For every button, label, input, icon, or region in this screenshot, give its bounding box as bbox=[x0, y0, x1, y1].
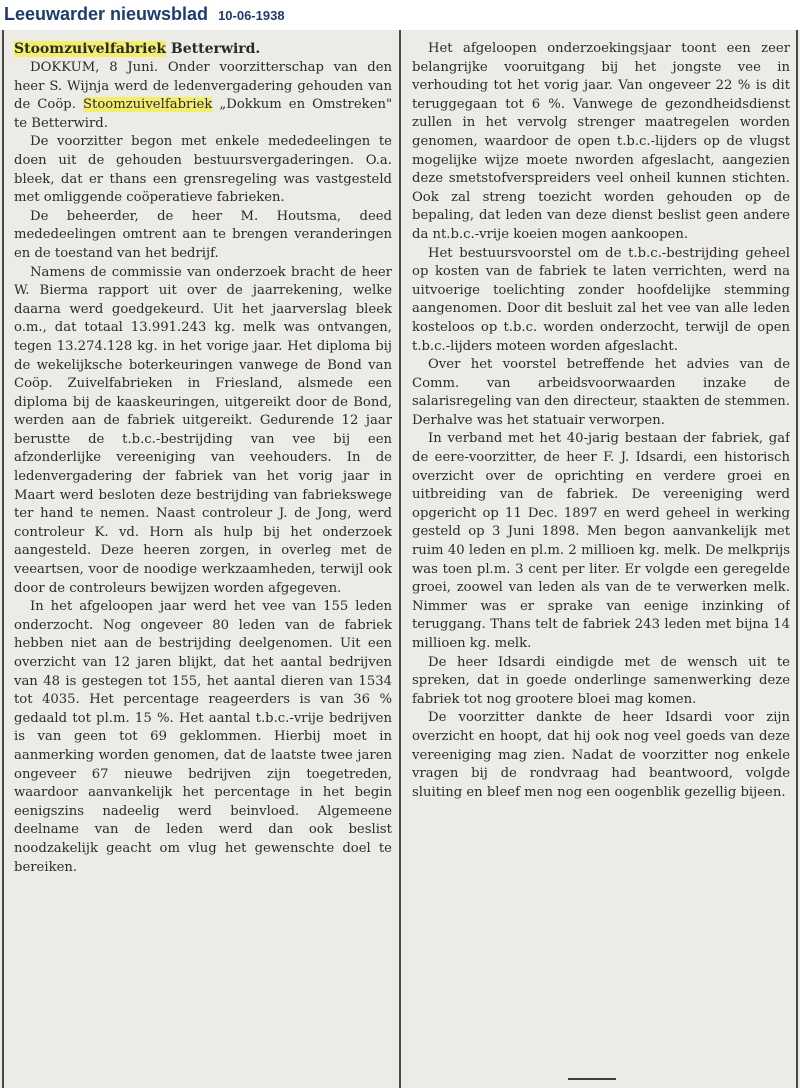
publication-date: 10-06-1938 bbox=[218, 8, 285, 23]
headline-rest: Betterwird. bbox=[166, 41, 261, 57]
masthead bbox=[4, 4, 285, 28]
left-column-rule bbox=[2, 30, 4, 1088]
center-column-rule bbox=[399, 30, 401, 1088]
paragraph: Het bestuursvoorstel om de t.b.c.-bestrijding geheel op kosten van de fabriek te laten verrichten, werd na uitvoerige toelichting zonder hoofdelijke stemming aangenomen. Door dit besluit zal het vee van alle leden kosteloos op t.b.c. worden onderzocht, terwijl de open t.b.c.-lijders moteen worden afgeslacht. bbox=[412, 245, 790, 354]
paragraph bbox=[14, 59, 392, 133]
article-end-rule bbox=[568, 1078, 616, 1080]
paragraph: Het afgeloopen onderzoekingsjaar toont een zeer belangrijke vooruitgang bij het jongste vee in verhouding tot het vorig jaar. Van ongeveer 22 % is dit teruggegaan tot 6 %. Vanwege de gezondheidsdienst zullen in het vervolg strenger maatregelen worden genomen, waardoor de open t.b.c.-lijders op de vlugst mogelijke wijze moete nworden afgeslacht, aangezien deze smetstofverspreiders veel onheil kunnen stichten. Ook zal streng toezicht worden gehouden op de bepaling, dat leden van deze dienst beslist geen andere da nt.b.c.-vrije koeien mogen aankoopen. bbox=[412, 41, 790, 242]
article-column-left bbox=[14, 40, 392, 877]
paragraph-text: DOKKUM, 8 Juni. Onder voorzitterschap van den heer S. Wijnja werd de ledenvergadering gehouden van de Coöp. bbox=[14, 60, 392, 113]
newspaper-title: Leeuwarder nieuwsblad bbox=[4, 4, 209, 24]
paragraph: De heer Idsardi eindigde met de wensch uit te spreken, dat in goede onderlinge samenwerking deze fabriek tot nog grootere bloei mag komen. bbox=[412, 654, 790, 707]
paragraph: Namens de commissie van onderzoek bracht de heer W. Bierma rapport uit over de jaarrekening, welke daarna werd goedgekeurd. Uit het jaarverslag bleek o.m., dat totaal 13.991.243 kg. melk was ontvangen, tegen 13.274.128 kg. in het vorige jaar. Het diploma bij de wekelijksche boterkeuringen vanwege de Bond van Coöp. Zuivelfabrieken in Friesland, alsmede een diploma bij de kaaskeuringen, uitgereikt door de Bond, werden aan de fabriek uitgereikt. Gedurende 12 jaar berustte de t.b.c.-bestrijding van vee bij een afzonderlijke vereeniging van veehouders. In de ledenvergadering der fabriek van het vorig jaar in Maart werd besloten deze bestrijding van fabriekswege ter hand te nemen. Naast controleur J. de Jong, werd controleur K. vd. Horn als hulp bij het onderzoek aangesteld. Deze heeren zorgen, in overleg met de veeartsen, voor de noodige werkzaamheden, terwijl ook door de controleurs bewijzen worden afgegeven. bbox=[14, 264, 392, 596]
search-highlight: Stoomzuivelfabriek bbox=[82, 97, 213, 113]
paragraph-text: „Dokkum en Omstreken" te Betterwird. bbox=[14, 97, 392, 131]
newspaper-clipping bbox=[0, 30, 800, 1088]
article-column-right bbox=[412, 40, 790, 802]
paragraph: In het afgeloopen jaar werd het vee van 155 leden onderzocht. Nog ongeveer 80 leden van de fabriek hebben niet aan de bestrijding deelgenomen. Uit een overzicht van 12 jaren blijkt, dat het aantal bedrijven van 48 is gestegen tot 155, het aantal dieren van 1534 tot 4035. Het percentage reageerders is van 36 % gedaald tot pl.m. 15 %. Het aantal t.b.c.-vrije bedrijven is van geen tot 69 geklommen. Hierbij moet in aanmerking worden genomen, dat de laatste twee jaren ongeveer 67 nieuwe bedrijven zijn toegetreden, waardoor aanvankelijk het percentage in het begin eenigszins nadeelig werd beinvloed. Algemeene deelname van de leden werd dan ook beslist noodzakelijk geacht om vlug het gewenschte doel te bereiken. bbox=[14, 599, 392, 875]
headline-highlight: Stoomzuivelfabriek bbox=[14, 41, 167, 57]
right-column-rule bbox=[796, 30, 798, 1088]
paragraph: In verband met het 40-jarig bestaan der fabriek, gaf de eere-voorzitter, de heer F. J. Idsardi, een historisch overzicht over de oprichting en verdere groei en uitbreiding van de fabriek. De vereeniging werd opgericht op 11 Dec. 1897 en werd geheel in werking gesteld op 3 Juni 1898. Men begon aanvankelijk met ruim 40 leden en pl.m. 2 millioen kg. melk. De melkprijs was toen pl.m. 3 cent per liter. Er volgde een geregelde groei, zoowel van leden als van de te verwerken melk. Nimmer was er sprake van eenige inzinking of teruggang. Thans telt de fabriek 243 leden met bijna 14 millioen kg. melk. bbox=[412, 431, 790, 651]
article-headline bbox=[14, 40, 392, 59]
paragraph: De voorzitter dankte de heer Idsardi voor zijn overzicht en hoopt, dat hij ook nog veel goeds van deze vereeniging mag zien. Nadat de voorzitter nog enkele vragen bij de rondvraag had beantwoord, volgde sluiting en bleef men nog een oogenblik gezellig bijeen. bbox=[412, 710, 790, 800]
paragraph: De beheerder, de heer M. Houtsma, deed mededeelingen omtrent aan te brengen veranderingen en de toestand van het bedrijf. bbox=[14, 208, 392, 261]
paragraph: Over het voorstel betreffende het advies van de Comm. van arbeidsvoorwaarden inzake de salarisregeling van den directeur, staakten de stemmen. Derhalve was het statuair verworpen. bbox=[412, 357, 790, 428]
paragraph: De voorzitter begon met enkele mededeelingen te doen uit de gehouden bestuursvergaderingen. O.a. bleek, dat er thans een grensregeling was vastgesteld met omliggende coöperatieve fabrieken. bbox=[14, 134, 392, 206]
